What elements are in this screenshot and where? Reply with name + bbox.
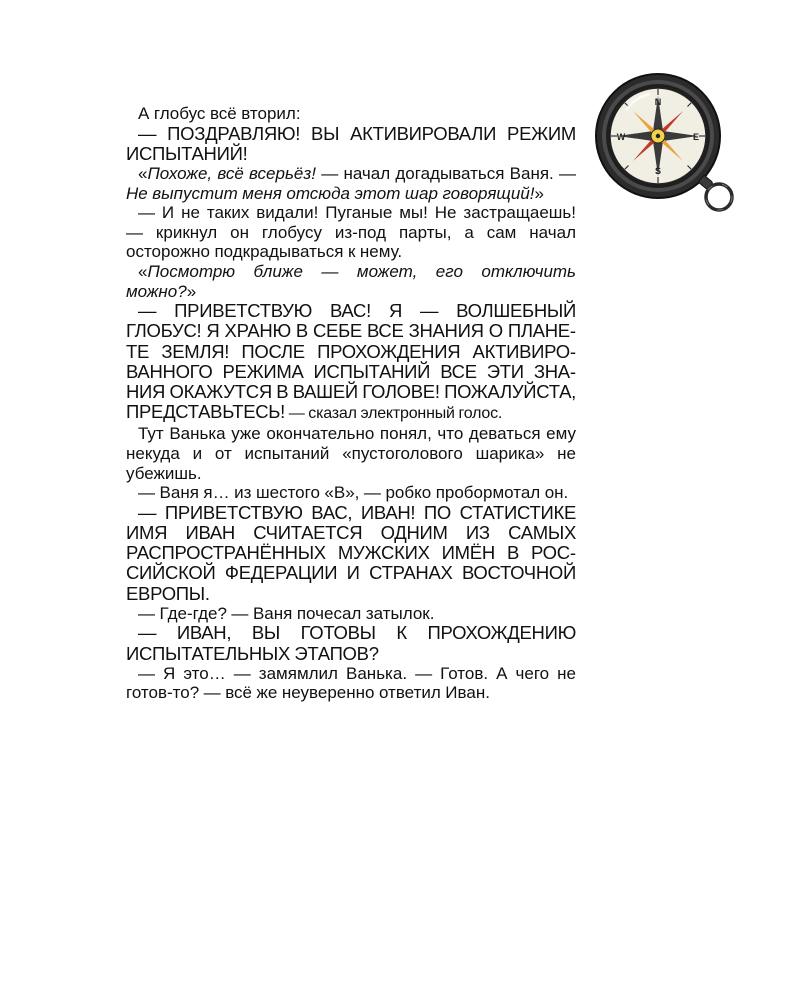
paragraph-text: — сказал электронный голос. [285, 405, 503, 423]
paragraph [126, 483, 576, 503]
compass-letter-north: N [654, 97, 662, 107]
paragraph-text: — Где-где? — Ваня почесал затылок. [138, 603, 435, 623]
paragraph-text: » [186, 281, 197, 301]
paragraph-text: — ПРИВЕТСТВУЮ ВАС! Я — ВОЛШЕБНЫЙ ГЛОБУС! Я ХРАНЮ В СЕБЕ ВСЕ ЗНАНИЯ О ПЛАНЕТЕ ЗЕМЛЯ! ПОСЛЕ ПРОХОЖДЕНИЯ АКТИВИРОВАННОГО РЕЖИМА ИСПЫТАНИЙ ВСЕ ЭТИ ЗНАНИЯ ОКАЖУТСЯ В ВАШЕЙ ГОЛОВЕ! ПОЖАЛУЙСТА, ПРЕДСТАВЬТЕСЬ! [126, 300, 576, 423]
italic-thought-text: Похоже, всё всерьёз! [147, 164, 316, 183]
paragraph [126, 124, 576, 164]
paragraph [126, 503, 576, 604]
compass-letter-east: E [692, 132, 700, 142]
paragraph-text: Тут Ванька уже окончательно понял, что деваться ему некуда и от испытаний «пустоголового шарика» не убежишь. [126, 424, 576, 483]
paragraph [126, 424, 576, 483]
paragraph [126, 104, 576, 124]
italic-thought-text: Не выпустит меня отсюда этот шар говорящий! [126, 183, 535, 203]
italic-thought-text: Посмотрю ближе — может, его отключить можно? [126, 261, 576, 301]
paragraph-text: « [138, 261, 148, 281]
paragraph [126, 301, 576, 424]
story-text [126, 104, 576, 703]
paragraph-text: — ИВАН, ВЫ ГОТОВЫ К ПРОХОЖДЕНИЮ ИСПЫТАТЕЛЬНЫХ ЭТАПОВ? [126, 622, 576, 664]
compass-illustration [588, 70, 740, 220]
paragraph [126, 262, 576, 301]
paragraph-text: — Ваня я… из шестого «В», — робко пробормотал он. [138, 483, 569, 503]
paragraph [126, 623, 576, 663]
paragraph [126, 164, 576, 203]
paragraph-text: — Я это… — замямлил Ванька. — Готов. А чего не готов-то? — всё же неуверенно ответил Иван. [126, 663, 576, 703]
paragraph-text: — И не таких видали! Пуганые мы! Не застращаешь! — крикнул он глобусу из-под парты, а сам начал осторожно подкрадываться к нему. [126, 203, 576, 262]
paragraph-text: — начал догадываться Ваня. — [315, 164, 577, 183]
paragraph-text: А глобус всё вторил: [138, 104, 301, 123]
paragraph [126, 604, 576, 624]
paragraph-text: — ПРИВЕТСТВУЮ ВАС, ИВАН! ПО СТАТИСТИКЕ ИМЯ ИВАН СЧИТАЕТСЯ ОДНИМ ИЗ САМЫХ РАСПРОСТРАНЁННЫХ МУЖСКИХ ИМЁН В РОССИЙСКОЙ ФЕДЕРАЦИИ И СТРАНАХ ВОСТОЧНОЙ ЕВРОПЫ. [126, 501, 576, 604]
paragraph [126, 664, 576, 703]
paragraph-text: » [534, 183, 544, 203]
compass-letter-west: W [616, 132, 626, 142]
compass-letter-south: S [654, 166, 662, 176]
paragraph [126, 203, 576, 262]
paragraph-text: — ПОЗДРАВЛЯЮ! ВЫ АКТИВИРОВАЛИ РЕЖИМ ИСПЫТАНИЙ! [126, 122, 576, 164]
paragraph-text: « [138, 164, 148, 183]
